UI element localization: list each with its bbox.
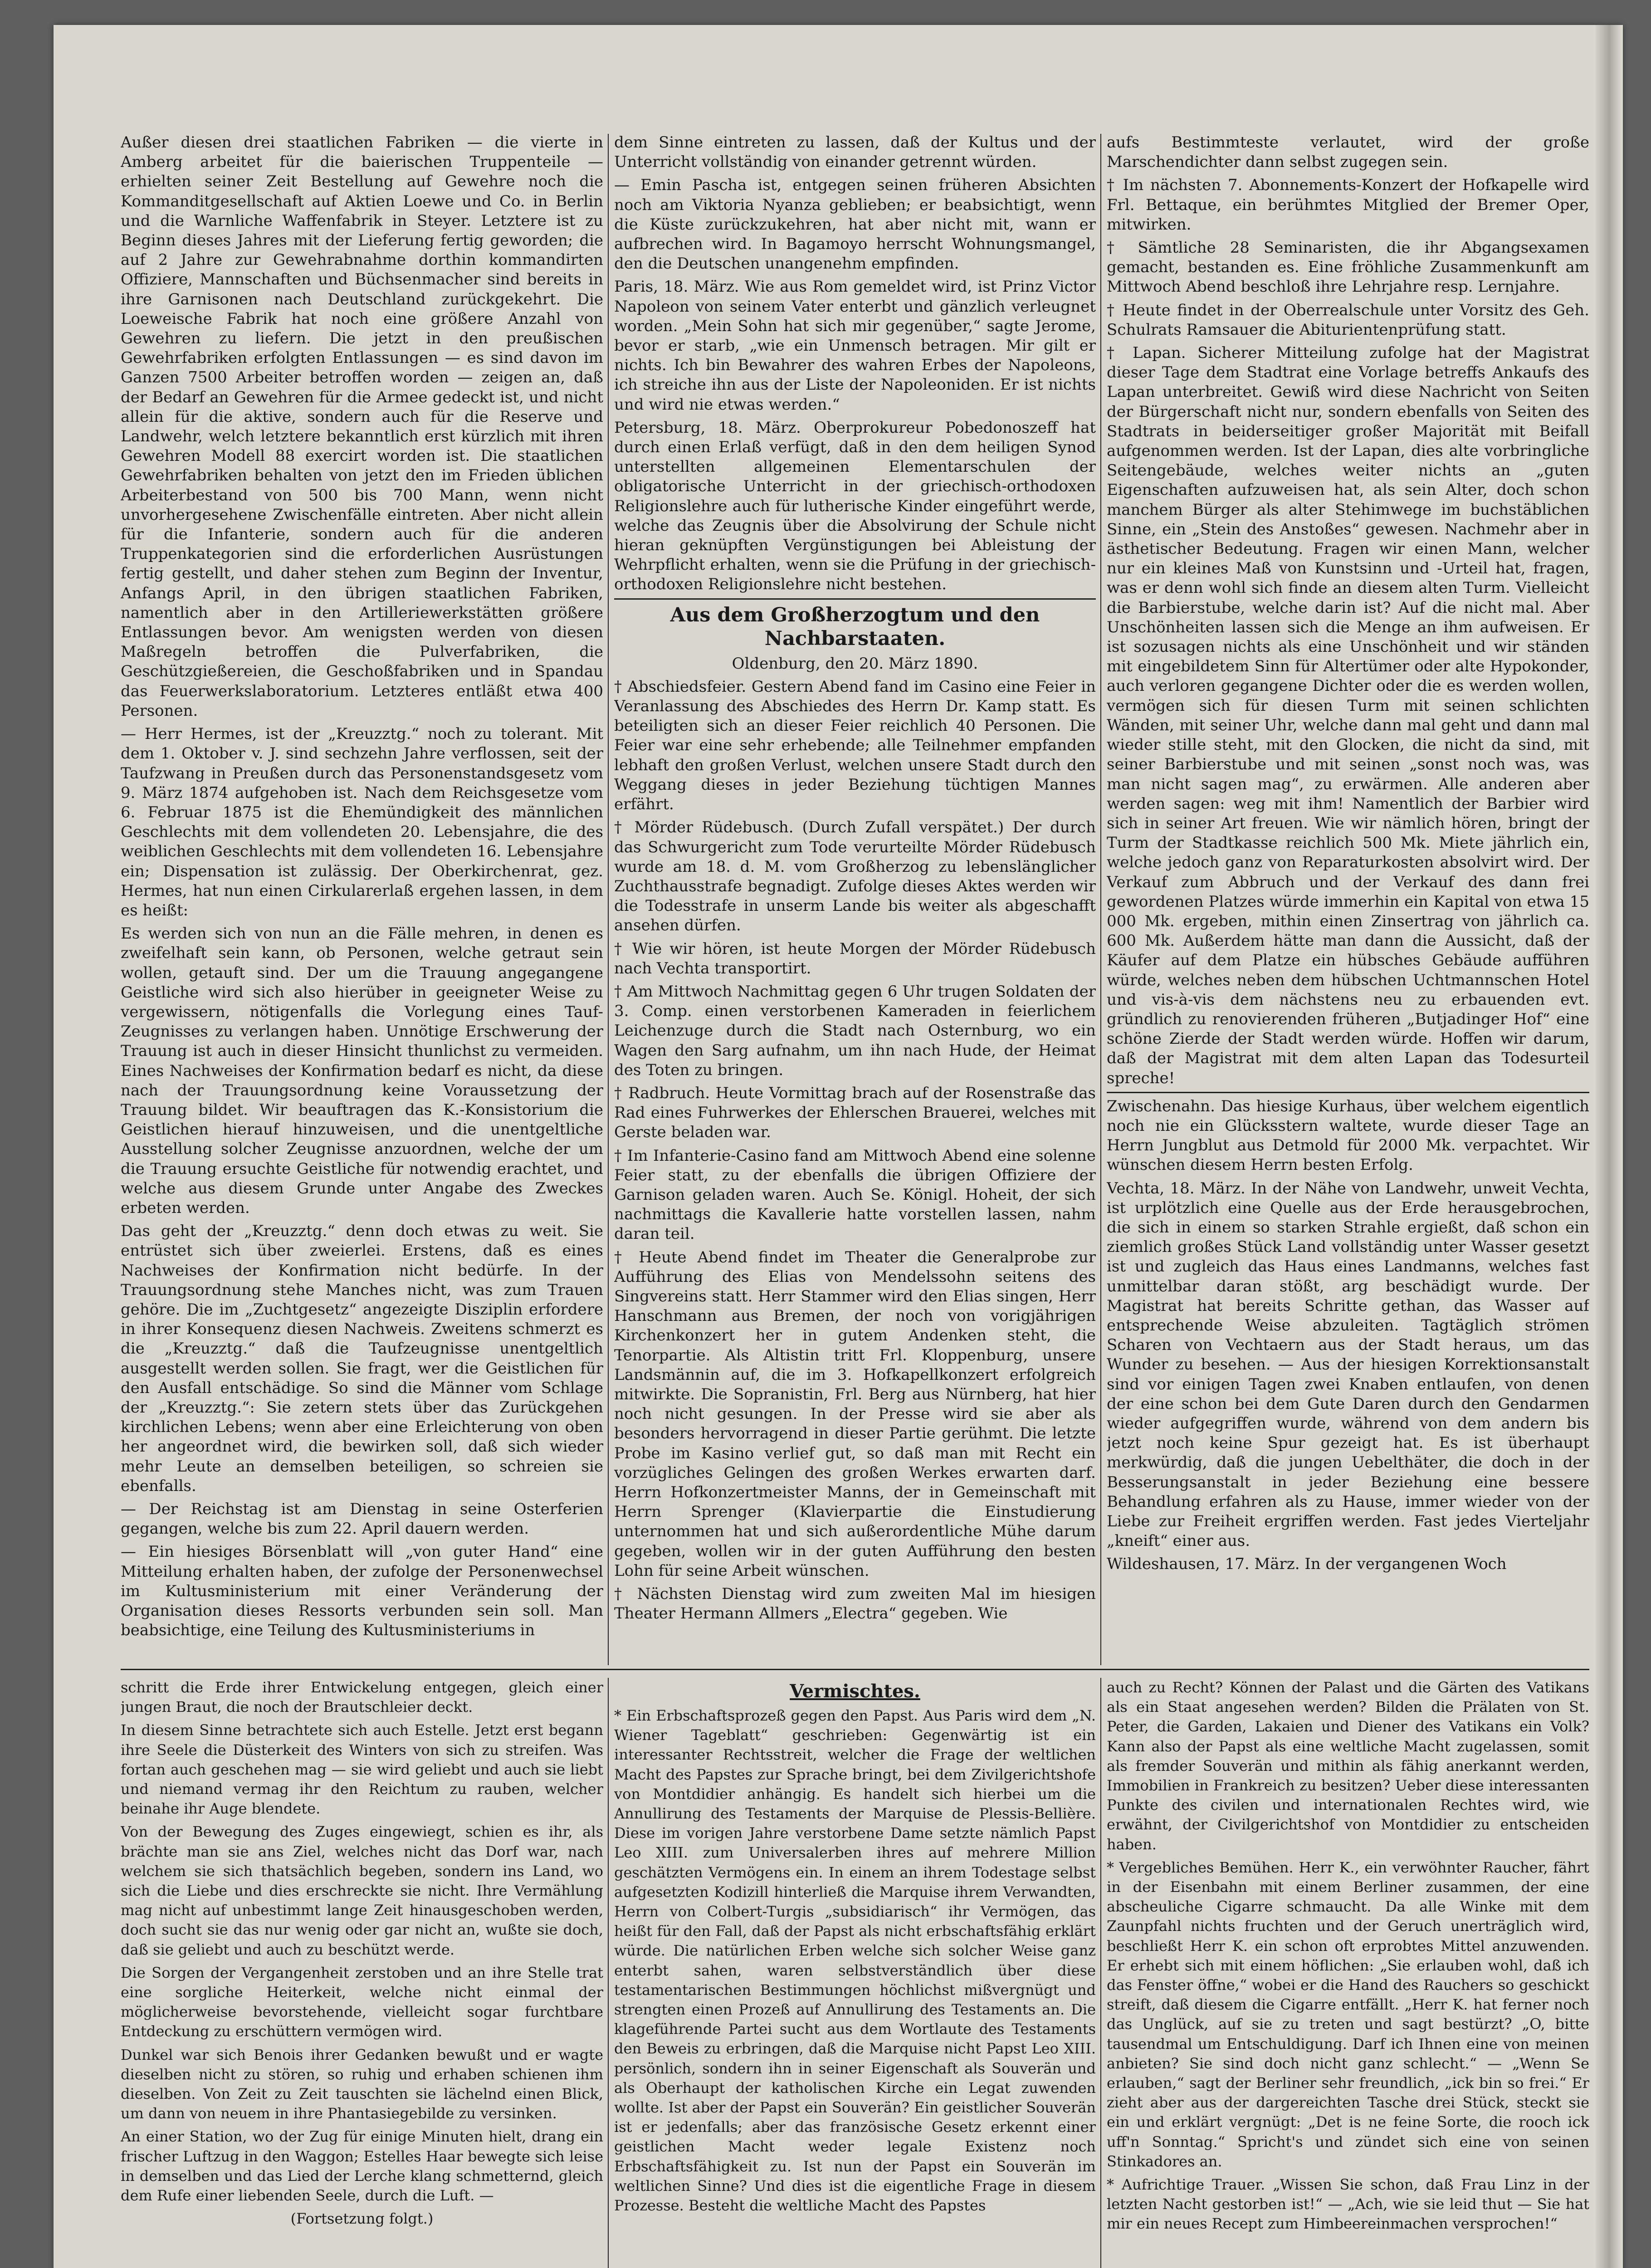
article-paragraph: † Mörder Rüdebusch. (Durch Zufall verspätet.) Der durch das Schwurgericht zum Tode verurteilte Mörder Rüdebusch wurde am 18. d. M. vom Großherzog zu lebenslänglicher Zuchthausstrafe begnadigt. Zufolge dieses Aktes werden wir die Todesstrafe in unserm Lande bis weiter als abgeschafft ansehen dürfen. [614, 818, 1096, 935]
article-paragraph: † Wie wir hören, ist heute Morgen der Mörder Rüdebusch nach Vechta transportirt. [614, 939, 1096, 978]
article-paragraph: † Abschiedsfeier. Gestern Abend fand im Casino eine Feier in Veranlassung des Abschiedes des Herrn Dr. Kamp statt. Es beteiligten sich an dieser Feier reichlich 40 Personen. Die Feier war eine sehr erhebende; alle Teilnehmer empfanden lebhaft den großen Verlust, welchen unsere Stadt durch den Weggang dieses in jeder Beziehung tüchtigen Mannes erfährt. [614, 677, 1096, 814]
article-paragraph: Petersburg, 18. März. Oberprokureur Pobedonoszeff hat durch einen Erlaß verfügt, daß in den dem heiligen Synod unterstellten allgemeinen Elementarschulen der obligatorische Unterricht in der griechisch-orthodoxen Religionslehre auch für lutherische Kinder eingeführt werde, welche das Zeugnis über die Absolvirung der Schule nicht hieran geknüpften Vergünstigungen bei Ableistung der Wehrpflicht erhalten, wenn sie die Prüfung in der griechisch-orthodoxen Religionslehre nicht bestehen. [614, 418, 1096, 594]
article-paragraph: † Im Infanterie-Casino fand am Mittwoch Abend eine solenne Feier statt, zu der ebenfalls die übrigen Offiziere der Garnison geladen waren. Auch Se. Königl. Hoheit, der sich nachmittags die Kavallerie hatte vorstellen lassen, nahm daran teil. [614, 1146, 1096, 1243]
article-paragraph: — Emin Pascha ist, entgegen seinen früheren Absichten noch am Viktoria Nyanza geblieben; er beabsichtigt, wenn die Küste zurückzukehren, hat aber nicht mit, wann er aufbrechen wird. In Bagamoyo herrscht Wohnungsmangel, den die Deutschen unangenehm empfinden. [614, 176, 1096, 273]
article-paragraph: Vechta, 18. März. In der Nähe von Landwehr, unweit Vechta, ist urplötzlich eine Quelle aus der Erde herausgebrochen, die sich in einem so starken Strahle ergießt, daß schon ein ziemlich großes Stück Land vollständig unter Wasser gesetzt ist und zugleich das Haus eines Landmanns, welches fast unmittelbar daran stößt, arg beschädigt wurde. Der Magistrat hat bereits Schritte gethan, das Wasser auf entsprechende Weise abzuleiten. Tagtäglich strömen Scharen von Vechtaern aus der Stadt heraus, um das Wunder zu besehen. — Aus der hiesigen Korrektionsanstalt sind vor einigen Tagen zwei Knaben entlaufen, von denen der eine schon bei dem Gute Daren durch den Gendarmen wieder aufgegriffen wurde, während von dem andern bis jetzt noch keine Spur gezeigt hat. Es ist überhaupt merkwürdig, daß die jungen Uebelthäter, die doch in der Besserungsanstalt in jeder Beziehung eine bessere Behandlung erfahren als zu Hause, immer wieder von der Liebe zur Freiheit ergriffen werden. Fast jedes Vierteljahr „kneift“ einer aus. [1107, 1179, 1589, 1550]
article-paragraph: † Am Mittwoch Nachmittag gegen 6 Uhr trugen Soldaten der 3. Comp. einen verstorbenen Kameraden in feierlichem Leichenzuge durch die Stadt nach Osternburg, wo ein Wagen den Sarg aufnahm, um ihn nach Hude, der Heimat des Toten zu bringen. [614, 982, 1096, 1079]
article-paragraph: * Aufrichtige Trauer. „Wissen Sie schon, daß Frau Linz in der letzten Nacht gestorben ist!“ — „Ach, wie sie leid thut — Sie hat mir ein neues Recept zum Himbeereinmachen versprochen!“ [1107, 2176, 1589, 2233]
story-paragraph: An einer Station, wo der Zug für einige Minuten hielt, drang ein frischer Luftzug in den Waggon; Estelles Haar bewegte sich leise in demselben und das Lied der Lerche klang schmetternd, gleich dem Rufe einer liebenden Seele, durch die Luft. — [121, 2128, 603, 2204]
dateline: Oldenburg, den 20. März 1890. [732, 654, 978, 673]
article-paragraph: Paris, 18. März. Wie aus Rom gemeldet wird, ist Prinz Victor Napoleon von seinem Vater enterbt und gänzlich verleugnet worden. „Mein Sohn hat sich mir gegenüber,“ sagte Jerome, bevor er starb, „wie ein Unmensch betragen. Mir gilt er nichts. Ich bin Bewahrer des wahren Erbes der Napoleons, ich streiche ihn aus der Liste der Napoleoniden. Er ist nichts und wird nie etwas werden.“ [614, 278, 1096, 414]
story-paragraph: Dunkel war sich Benois ihrer Gedanken bewußt und er wagte dieselben nicht zu stören, so ruhig und erhaben schienen ihm dieselben. Von Zeit zu Zeit tauschten sie lächelnd einen Blick, um dann von neuem in ihre Phantasiegebilde zu versinken. [121, 2046, 603, 2122]
column-divider [608, 134, 609, 1665]
article-paragraph: dem Sinne eintreten zu lassen, daß der Kultus und der Unterricht vollständig von einander getrennt würden. [614, 133, 1096, 171]
article-paragraph: — Ein hiesiges Börsenblatt will „von guter Hand“ eine Mitteilung erhalten haben, der zufolge der Personenwechsel im Kultusministerium mit einer Veränderung der Organisation dieses Ressorts verbunden sein soll. Man beabsichtige, eine Teilung des Kultusministeriums in [121, 1543, 603, 1640]
story-paragraph: schritt die Erde ihrer Entwickelung entgegen, gleich einer jungen Braut, die noch der Brautschleier deckt. [121, 1679, 603, 1716]
top-column-2 [614, 133, 1096, 1666]
story-paragraph: In diesem Sinne betrachtete sich auch Estelle. Jetzt erst begann ihre Seele die Düsterkeit des Winters von sich zu streifen. Was fortan auch geschehen mag — sie wird geliebt und auch sie liebt und niemand vermag ihr den Reichtum zu rauben, welcher beinahe ihr Auge blendete. [121, 1721, 603, 1818]
article-paragraph: — Der Reichstag ist am Dienstag in seine Osterferien gegangen, welche bis zum 22. April dauern werden. [121, 1500, 603, 1538]
column-divider [1100, 134, 1101, 1665]
article-paragraph: Zwischenahn. Das hiesige Kurhaus, über welchem eigentlich noch nie ein Glücksstern waltete, wurde dieser Tage an Herrn Jungblut aus Detmold für 2000 Mk. verpachtet. Wir wünschen diesem Herrn besten Erfolg. [1107, 1097, 1589, 1174]
article-paragraph: † Radbruch. Heute Vormittag brach auf der Rosenstraße das Rad eines Fuhrwerkes der Ehlerschen Brauerei, welches mit Gerste beladen war. [614, 1084, 1096, 1142]
section-divider [1107, 1092, 1589, 1093]
article-paragraph: aufs Bestimmteste verlautet, wird der große Marschendichter dann selbst zugegen sein. [1107, 133, 1589, 171]
column-divider [608, 1678, 609, 2268]
article-paragraph: Es werden sich von nun an die Fälle mehren, in denen es zweifelhaft sein kann, ob Personen, welche getraut sein wollen, getauft sind. Der um die Trauung angegangene Geistliche wird sich also hierüber in geeigneter Weise zu vergewissern, nötigenfalls die Vorlegung eines Tauf-Zeugnisses zu verlangen haben. Unnötige Erschwerung der Trauung ist auch in dieser Hinsicht thunlichst zu vermeiden. Eines Nachweises der Konfirmation bedarf es nicht, da diese nach der Trauungsordnung keine Voraussetzung der Trauung bildet. Wir beauftragen das K.-Konsistorium die Geistlichen hierauf hinzuweisen, und die unentgeltliche Ausstellung solcher Zeugnisse anzuordnen, welche der um die Trauung ersuchte Geistliche für notwendig erachtet, und welche aus diesem Grunde unter Angabe des Zweckes erbeten werden. [121, 924, 603, 1217]
column-divider [1100, 1678, 1101, 2268]
article-paragraph: † Im nächsten 7. Abonnements-Konzert der Hofkapelle wird Frl. Bettaque, ein berühmtes Mitglied der Bremer Oper, mitwirken. [1107, 176, 1589, 234]
article-paragraph: * Vergebliches Bemühen. Herr K., ein verwöhnter Raucher, fährt in der Eisenbahn mit einem Berliner zusammen, der eine abscheuliche Cigarre schmaucht. Da alle Winke mit dem Zaunpfahl nichts fruchten und der Geruch unerträglich wird, beschließt Herr K. ein schon oft erprobtes Mittel anzuwenden. Er erhebt sich mit einem höflichen: „Sie erlauben wohl, daß ich das Fenster öffne,“ wobei er die Hand des Rauchers so geschickt streift, daß diesem die Cigarre entfällt. „Herr K. hat ferner noch das Unglück, auf sie zu treten und sagt bestürzt? „O, bitte tausendmal um Entschuldigung. Darf ich Ihnen eine von meinen anbieten? Sie sind doch nicht ganz schlecht.“ — „Wenn Se erlauben,“ sagt der Berliner sehr freundlich, „ick bin so frei.“ Er zieht aber aus der dargereichten Tasche drei Stück, steckt sie ein und erklärt vergnügt: „Det is ne feine Sorte, die rooch ick uff'n Sonntag.“ Spricht's und zündet sich eine von seinen Stinkadores an. [1107, 1858, 1589, 2170]
story-paragraph: Von der Bewegung des Zuges eingewiegt, schien es ihr, als brächte man sie ans Ziel, welches nicht das Dorf war, nach welchem sie sich thatsächlich begeben, sondern ins Land, wo sich die Liebe und dies erschreckte sie nicht. Ihre Vermählung mag nicht auf unbestimmt lange Zeit hinausgeschoben werden, doch sucht sie das nur wenig oder gar nicht an, wußte sie doch, daß sie geliebt und auch zu beschützt werde. [121, 1823, 603, 1958]
section-title: Aus dem Großherzogtum und den Nachbarstaaten. [670, 603, 1040, 650]
article-paragraph: † Nächsten Dienstag wird zum zweiten Mal im hiesigen Theater Hermann Allmers „Electra“ gegeben. Wie [614, 1585, 1096, 1623]
article-paragraph: Das geht der „Kreuzztg.“ denn doch etwas zu weit. Sie entrüstet sich über zweierlei. Erstens, daß es eines Nachweises der Konfirmation nicht bedürfe. In der Trauungsordnung stehe Manches nicht, was zum Trauen gehöre. Die im „Zuchtgesetz“ angezeigte Disziplin erfordere in ihrer Konsequenz diesen Nachweis. Zweitens schmerzt es die „Kreuzztg.“ daß die Taufzeugnisse unentgeltlich ausgestellt werden sollen. Sie fragt, wer die Geistlichen für den Ausfall entschädige. So sind die Männer vom Schlage der „Kreuzztg.“: Sie zetern stets über das Zurückgehen kirchlichen Lebens; wenn aber eine Erleichterung von oben her angeordnet wird, die bewirken soll, daß sich wieder mehr Leute an demselben beteiligen, so schreien sie ebenfalls. [121, 1222, 603, 1495]
article-paragraph: † Heute findet in der Oberrealschule unter Vorsitz des Geh. Schulrats Ramsauer die Abiturientenprüfung statt. [1107, 301, 1589, 339]
newspaper-page [54, 25, 1623, 2268]
continuation-note: (Fortsetzung folgt.) [290, 2210, 434, 2228]
article-paragraph: Außer diesen drei staatlichen Fabriken — die vierte in Amberg arbeitet für die baierischen Truppenteile — erhielten seiner Zeit Bestellung auf Gewehre noch die Kommanditgesellschaft auf Aktien Loewe und Co. in Berlin und die Warnliche Waffenfabrik in Steyer. Letztere ist zu Beginn dieses Jahres mit der Lieferung fertig geworden; die auf 2 Jahre zur Gewehrabnahme dorthin kommandirten Offiziere, Mannschaften und Büchsenmacher sind bereits in ihre Garnisonen nach Deutschland zurückgekehrt. Die Loeweische Fabrik hat noch eine größere Anzahl von Gewehren zu liefern. Die jetzt in den preußischen Gewehrfabriken erfolgten Entlassungen — es sind davon im Ganzen 7500 Arbeiter betroffen worden — zeigen an, daß der Bedarf an Gewehren für die Armee gedeckt ist, und nicht allein für die aktive, sondern auch für die Reserve und Landwehr, welch letztere bekanntlich erst kürzlich mit ihren Gewehren Modell 88 exercirt worden ist. Die staatlichen Gewehrfabriken behalten von jetzt den im Frieden üblichen Arbeiterbestand von 500 bis 700 Mann, wenn nicht unvorhergesehene Zwischenfälle eintreten. Aber nicht allein für die Infanterie, sondern auch für die anderen Truppenkategorien sind die erforderlichen Ausrüstungen fertig gestellt, und daher stehen zum Beginn der Inventur, Anfangs April, in den übrigen staatlichen Fabriken, namentlich aber in den Artilleriewerkstätten größere Entlassungen bevor. Am wenigsten werden von diesen Maßregeln betroffen die Pulverfabriken, die Geschützgießereien, die Geschoßfabriken und in Spandau das Feuerwerkslaboratorium. Letzteres entläßt etwa 400 Personen. [121, 133, 603, 720]
bottom-column-3 [1107, 1678, 1589, 2268]
article-paragraph: Wildeshausen, 17. März. In der vergangenen Woch [1107, 1555, 1507, 1574]
bottom-column-1 [121, 1678, 603, 2268]
article-paragraph: auch zu Recht? Können der Palast und die Gärten des Vatikans als ein Staat angesehen werden? Bilden die Prälaten von St. Peter, die Garden, Lakaien und Diener des Vatikans ein Volk? Kann also der Papst als eine weltliche Macht zugelassen, somit als fremder Souverän und mithin als fähig anerkannt werden, Immobilien in Frankreich zu besitzen? Ueber diese interessanten Punkte des civilen und internationalen Rechtes wird, wie erwähnt, der Civilgerichtshof von Montdidier zu entscheiden haben. [1107, 1679, 1589, 1853]
article-paragraph: — Herr Hermes, ist der „Kreuzztg.“ noch zu tolerant. Mit dem 1. Oktober v. J. sind sechzehn Jahre verflossen, seit der Taufzwang in Preußen durch das Personenstandsgesetz vom 9. März 1874 aufgehoben ist. Nach dem Reichsgesetze vom 6. Februar 1875 ist die Ehemündigkeit des männlichen Geschlechts mit dem vollendeten 20. Lebensjahre, die des weiblichen Geschlechts mit dem vollendeten 16. Lebensjahre ein; Dispensation ist zulässig. Der Oberkirchenrat, gez. Hermes, hat nun einen Cirkularerlaß ergehen lassen, in dem es heißt: [121, 725, 603, 919]
miscellany-title: Vermischtes. [790, 1681, 920, 1702]
article-paragraph: † Sämtliche 28 Seminaristen, die ihr Abgangsexamen gemacht, bestanden es. Eine fröhliche Zusammenkunft am Mittwoch Abend beschloß ihre Lehrjahre resp. Lernjahre. [1107, 239, 1589, 296]
bottom-column-2 [614, 1678, 1096, 2268]
article-paragraph: * Ein Erbschaftsprozeß gegen den Papst. Aus Paris wird dem „N. Wiener Tageblatt“ geschrieben: Gegenwärtig ist ein interessanter Rechtsstreit, welcher die Frage der weltlichen Macht des Papstes zur Sprache bringt, bei dem Zivilgerichtshofe von Montdidier anhängig. Es handelt sich hierbei um die Annullirung des Testaments der Marquise de Plessis-Bellière. Diese im vorigen Jahre verstorbene Dame setzte nämlich Papst Leo XIII. zum Universalerben ihres auf mehrere Million geschätzten Vermögens ein. In einem an ihrem Todestage selbst aufgesetzten Kodizill hinterließ die Marquise ihrem Verwandten, Herrn von Colbert-Turgis „subsidiarisch“ ihr Vermögen, das heißt für den Fall, daß der Papst als nicht erbschaftsfähig erklärt würde. Die natürlichen Erben welche sich solcher Weise ganz enterbt sahen, waren selbstverständlich über diese testamentarischen Bestimmungen höchlichst mißvergnügt und strengten einen Prozeß auf Annullirung des Testaments an. Die klageführende Partei sucht aus dem Wortlaute des Testaments den Beweis zu erbringen, daß die Marquise nicht Papst Leo XIII. persönlich, sondern ihn in seiner Eigenschaft als Souverän und als Oberhaupt der katholischen Kirche ein Legat zuwenden wollte. Ist aber der Papst ein Souverän? Ein geistlicher Souverän ist er jedenfalls; aber das französische Gesetz erkennt einer geistlichen Macht weder legale Existenz noch Erbschaftsfähigkeit zu. Ist nun der Papst ein Souverän im weltlichen Sinne? Und dies ist die eigentliche Frage in diesem Prozesse. Besteht die weltliche Macht des Papstes [614, 1707, 1096, 2214]
top-column-1 [121, 133, 603, 1666]
top-column-3 [1107, 133, 1589, 1666]
feuilleton-divider [121, 1669, 1589, 1670]
article-paragraph: † Lapan. Sicherer Mitteilung zufolge hat der Magistrat dieser Tage dem Stadtrat eine Vorlage betreffs Ankaufs des Lapan unterbreitet. Gewiß wird diese Nachricht von Seiten der Bürgerschaft nicht nur, sondern ebenfalls von Seiten des Stadtrats in beiderseitiger großer Majorität mit Beifall aufgenommen werden. Ist der Lapan, dies alte vorbringliche Seitengebäude, welches weiter nichts an „guten Eigenschaften aufzuweisen hat, als sein Alter, doch schon manchem Bürger als alter Stehimwege im buchstäblichen Sinne, ein „Stein des Anstoßes“ gewesen. Nachmehr aber in ästhetischer Bedeutung. Fragen wir einen Mann, welcher nur ein kleines Maß von Kunstsinn und -Urteil hat, fragen, was er denn wohl sich finde an diesem alten Turm. Vielleicht die Barbierstube, welche darin ist? Auf die nicht mal. Aber Unschönheiten lassen sich die Menge an ihm aufweisen. Er ist sozusagen nichts als eine Unschönheit und wir ständen mit eingebildetem Sinn für Altertümer oder alte Hypokonder, auch verloren gegangene Dichter oder die es werden wollen, vermögen sich für diesen Turm mit seinen schlichten Wänden, mit seiner Uhr, welche dann mal geht und dann mal wieder stille steht, mit den Glocken, die nicht da sind, mit seiner Barbierstube und mit seinen „sonst noch was, was man nicht sagen mag“, zu erwärmen. Alle anderen aber werden sagen: weg mit ihm! Namentlich der Barbier wird sich in seiner Art freuen. Wie wir nämlich hören, bringt der Turm der Stadtkasse reichlich 500 Mk. Miete jährlich ein, welche jedoch ganz von Reparaturkosten absolvirt wird. Der Verkauf zum Abbruch und der Verkauf des dann frei gewordenen Platzes würde immerhin ein Kapital von etwa 15 000 Mk. ergeben, mithin einen Zinsertrag von jährlich ca. 600 Mk. Außerdem hätte man dann die Aussicht, daß der Käufer auf dem Platze ein hübsches Gebäude aufführen würde, welches neben dem hübschen Uchtmannschen Hotel und vis-à-vis dem nächstens neu zu erbauenden evt. gründlich zu renovierenden früheren „Butjadinger Hof“ eine schöne Zierde der Stadt werden würde. Hoffen wir darum, daß der Magistrat mit dem alten Lapan das Todesurteil spreche! [1107, 344, 1589, 1087]
section-divider [614, 598, 1096, 600]
article-paragraph: † Heute Abend findet im Theater die Generalprobe zur Aufführung des Elias von Mendelssohn seitens des Singvereins statt. Herr Stammer wird den Elias singen, Herr Hanschmann aus Bremen, der noch von vorigjährigen Kirchenkonzert her in gutem Andenken steht, die Tenorpartie. Als Altistin tritt Frl. Kloppenburg, unsere Landsmännin auf, die im 3. Hofkapellkonzert erfolgreich mitwirkte. Die Sopranistin, Frl. Berg aus Nürnberg, hat hier noch nicht gesungen. In der Presse wird sie aber als besonders hervorragend in dieser Partie gerühmt. Die letzte Probe im Kasino verlief gut, so daß man mit Recht ein vorzügliches Gelingen des großen Werkes erwarten darf. Herrn Hofkonzertmeister Manns, der in Gemeinschaft mit Herrn Sprenger (Klavierpartie die Einstudierung unternommen hat und sich außerordentliche Mühe darum gegeben, wollen wir in der guten Aufführung den besten Lohn für seine Arbeit wünschen. [614, 1248, 1096, 1580]
page-edge [1596, 25, 1623, 2268]
story-paragraph: Die Sorgen der Vergangenheit zerstoben und an ihre Stelle trat eine sorgliche Heiterkeit, welche nicht einmal der möglicherweise bevorstehende, vielleicht sogar furchtbare Entdeckung zu erschüttern vermögen wird. [121, 1964, 603, 2040]
